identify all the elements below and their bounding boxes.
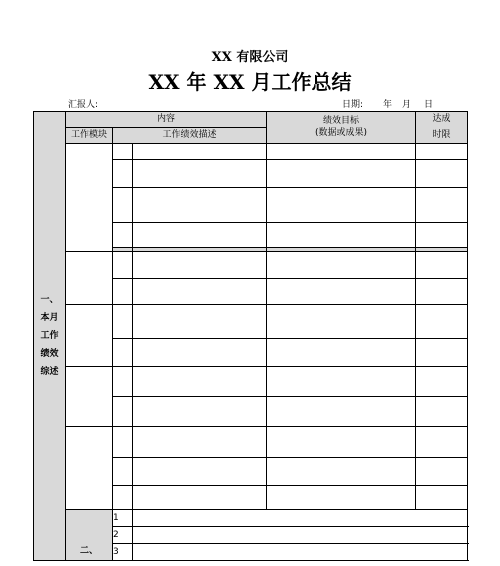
header-deadline — [416, 112, 468, 144]
deadline-cell[interactable] — [416, 397, 468, 427]
month-label: 月 — [402, 100, 412, 110]
target-cell[interactable] — [267, 223, 416, 248]
summary-table — [33, 111, 468, 561]
index-cell[interactable] — [113, 458, 133, 486]
description-cell[interactable] — [133, 367, 267, 397]
index-cell[interactable] — [113, 486, 133, 510]
deadline-cell[interactable] — [416, 339, 468, 367]
target-cell[interactable] — [267, 188, 416, 223]
module-cell[interactable] — [66, 367, 113, 427]
deadline-cell[interactable] — [416, 188, 468, 223]
target-cell[interactable] — [267, 305, 416, 339]
description-cell[interactable] — [133, 397, 267, 427]
module-cell[interactable] — [66, 144, 113, 252]
section1-label-line: 工作 — [40, 331, 59, 341]
description-cell[interactable] — [133, 279, 267, 305]
deadline-cell[interactable] — [416, 427, 468, 458]
target-cell[interactable] — [267, 486, 416, 510]
section1-label — [34, 112, 66, 561]
company-name: XX 有限公司 — [211, 50, 289, 65]
header-content: 内容 — [66, 112, 267, 128]
date-label: 日期: — [342, 100, 364, 110]
module-cell[interactable] — [66, 427, 113, 510]
description-cell[interactable] — [133, 188, 267, 223]
index-cell[interactable] — [113, 144, 133, 160]
deadline-cell[interactable] — [416, 367, 468, 397]
deadline-cell[interactable] — [416, 486, 468, 510]
description-cell[interactable] — [133, 160, 267, 188]
module-cell[interactable] — [66, 252, 113, 305]
deadline-cell[interactable] — [416, 160, 468, 188]
index-cell[interactable] — [113, 252, 133, 279]
section2-label-text: 二、 — [79, 546, 98, 556]
header-target-line2: (数据或成果) — [315, 128, 368, 138]
target-cell[interactable] — [267, 279, 416, 305]
target-cell[interactable] — [267, 144, 416, 160]
reporter-label: 汇报人: — [68, 100, 99, 110]
index-cell[interactable] — [113, 339, 133, 367]
description-cell[interactable] — [133, 339, 267, 367]
year-label: 年 — [383, 100, 393, 110]
section1-label-line: 一、 — [40, 295, 59, 305]
section1-label-line: 绩效 — [40, 349, 59, 359]
target-cell[interactable] — [267, 339, 416, 367]
day-label: 日 — [424, 100, 434, 110]
plan-row-content[interactable] — [133, 527, 468, 544]
target-cell[interactable] — [267, 397, 416, 427]
deadline-cell[interactable] — [416, 458, 468, 486]
description-cell[interactable] — [133, 427, 267, 458]
plan-row-content[interactable] — [133, 544, 468, 561]
plan-row-content[interactable] — [133, 510, 468, 527]
header-target-line1: 绩效目标 — [323, 116, 360, 126]
target-cell[interactable] — [267, 252, 416, 279]
deadline-cell[interactable] — [416, 279, 468, 305]
deadline-cell[interactable] — [416, 144, 468, 160]
header-description: 工作绩效描述 — [113, 128, 267, 144]
deadline-cell[interactable] — [416, 252, 468, 279]
index-cell[interactable] — [113, 160, 133, 188]
header-module: 工作模块 — [66, 128, 113, 144]
description-cell[interactable] — [133, 223, 267, 248]
index-cell[interactable] — [113, 427, 133, 458]
index-cell[interactable] — [113, 279, 133, 305]
description-cell[interactable] — [133, 458, 267, 486]
plan-row-number: 2 — [113, 527, 133, 544]
target-cell[interactable] — [267, 367, 416, 397]
deadline-cell[interactable] — [416, 223, 468, 248]
target-cell[interactable] — [267, 427, 416, 458]
index-cell[interactable] — [113, 397, 133, 427]
target-cell[interactable] — [267, 458, 416, 486]
section2-label — [66, 510, 113, 561]
target-cell[interactable] — [267, 160, 416, 188]
plan-row-number: 3 — [113, 544, 133, 561]
header-deadline-line1: 达成 — [432, 114, 451, 124]
description-cell[interactable] — [133, 305, 267, 339]
description-cell[interactable] — [133, 486, 267, 510]
header-deadline-line2: 时限 — [432, 130, 451, 140]
deadline-cell[interactable] — [416, 305, 468, 339]
module-cell[interactable] — [66, 305, 113, 367]
description-cell[interactable] — [133, 144, 267, 160]
index-cell[interactable] — [113, 188, 133, 223]
description-cell[interactable] — [133, 252, 267, 279]
section1-label-line: 本月 — [40, 313, 59, 323]
section1-label-line: 综述 — [40, 367, 59, 377]
index-cell[interactable] — [113, 223, 133, 248]
index-cell[interactable] — [113, 367, 133, 397]
header-target — [267, 112, 416, 144]
page-title: XX 年 XX 月工作总结 — [148, 70, 352, 94]
plan-row-number: 1 — [113, 510, 133, 527]
index-cell[interactable] — [113, 305, 133, 339]
